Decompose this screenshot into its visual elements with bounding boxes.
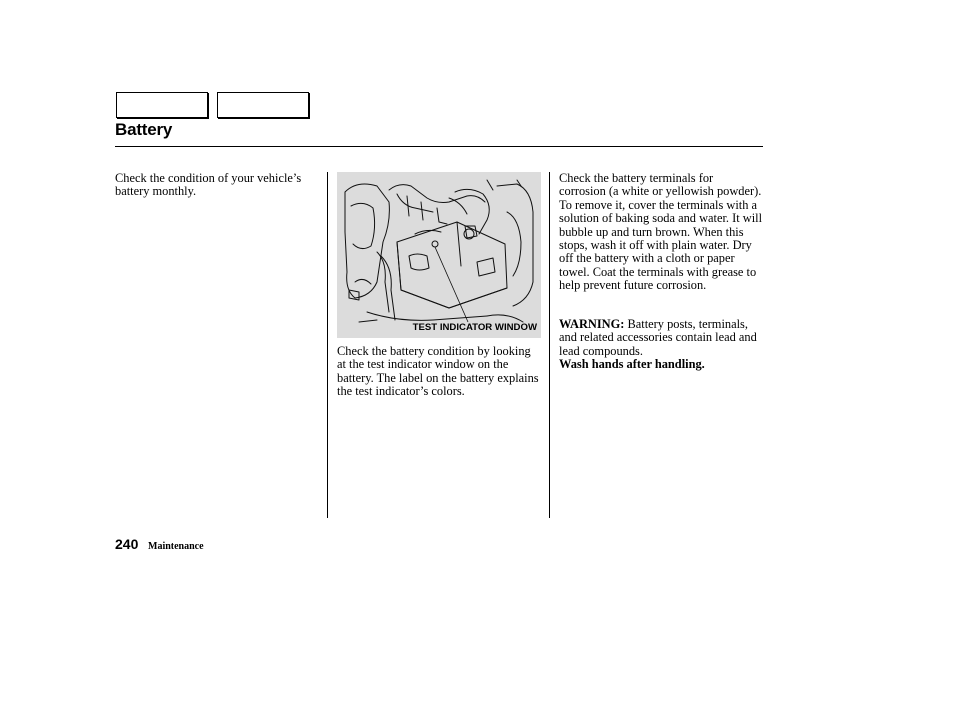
engine-bay-drawing: [337, 172, 541, 338]
nav-tab-box-2[interactable]: [217, 92, 309, 118]
page-number: 240: [115, 536, 139, 552]
column-divider-2: [549, 172, 550, 518]
warning-block: [559, 318, 763, 372]
warning-text: Battery posts, terminals, and related accessories contain lead and lead compounds.: [559, 317, 757, 358]
battery-illustration: [337, 172, 541, 338]
column3-paragraph: Check the battery terminals for corrosion (a white or yellowish powder). To remove it, cover the terminals with a solution of baking soda and water. It will bubble up and turn brown. When this stops, wash it off with plain water. Dry off the battery with a cloth or paper towel. Coat the terminals with grease to help prevent future corrosion.: [559, 171, 763, 293]
title-rule: [115, 146, 763, 147]
nav-tab-box-1[interactable]: [116, 92, 208, 118]
warning-label: WARNING:: [559, 317, 625, 331]
figure-caption: TEST INDICATOR WINDOW: [412, 322, 537, 333]
page-title: Battery: [115, 120, 173, 139]
warning-emphasis: Wash hands after handling.: [559, 357, 705, 372]
footer-section-label: Maintenance: [148, 541, 204, 552]
column-divider-1: [327, 172, 328, 518]
column2-paragraph: Check the battery condition by looking at the test indicator window on the battery. The label on the battery explains the test indicator’s colors.: [337, 344, 539, 399]
column1-paragraph: Check the condition of your vehicle’s battery monthly.: [115, 171, 302, 199]
